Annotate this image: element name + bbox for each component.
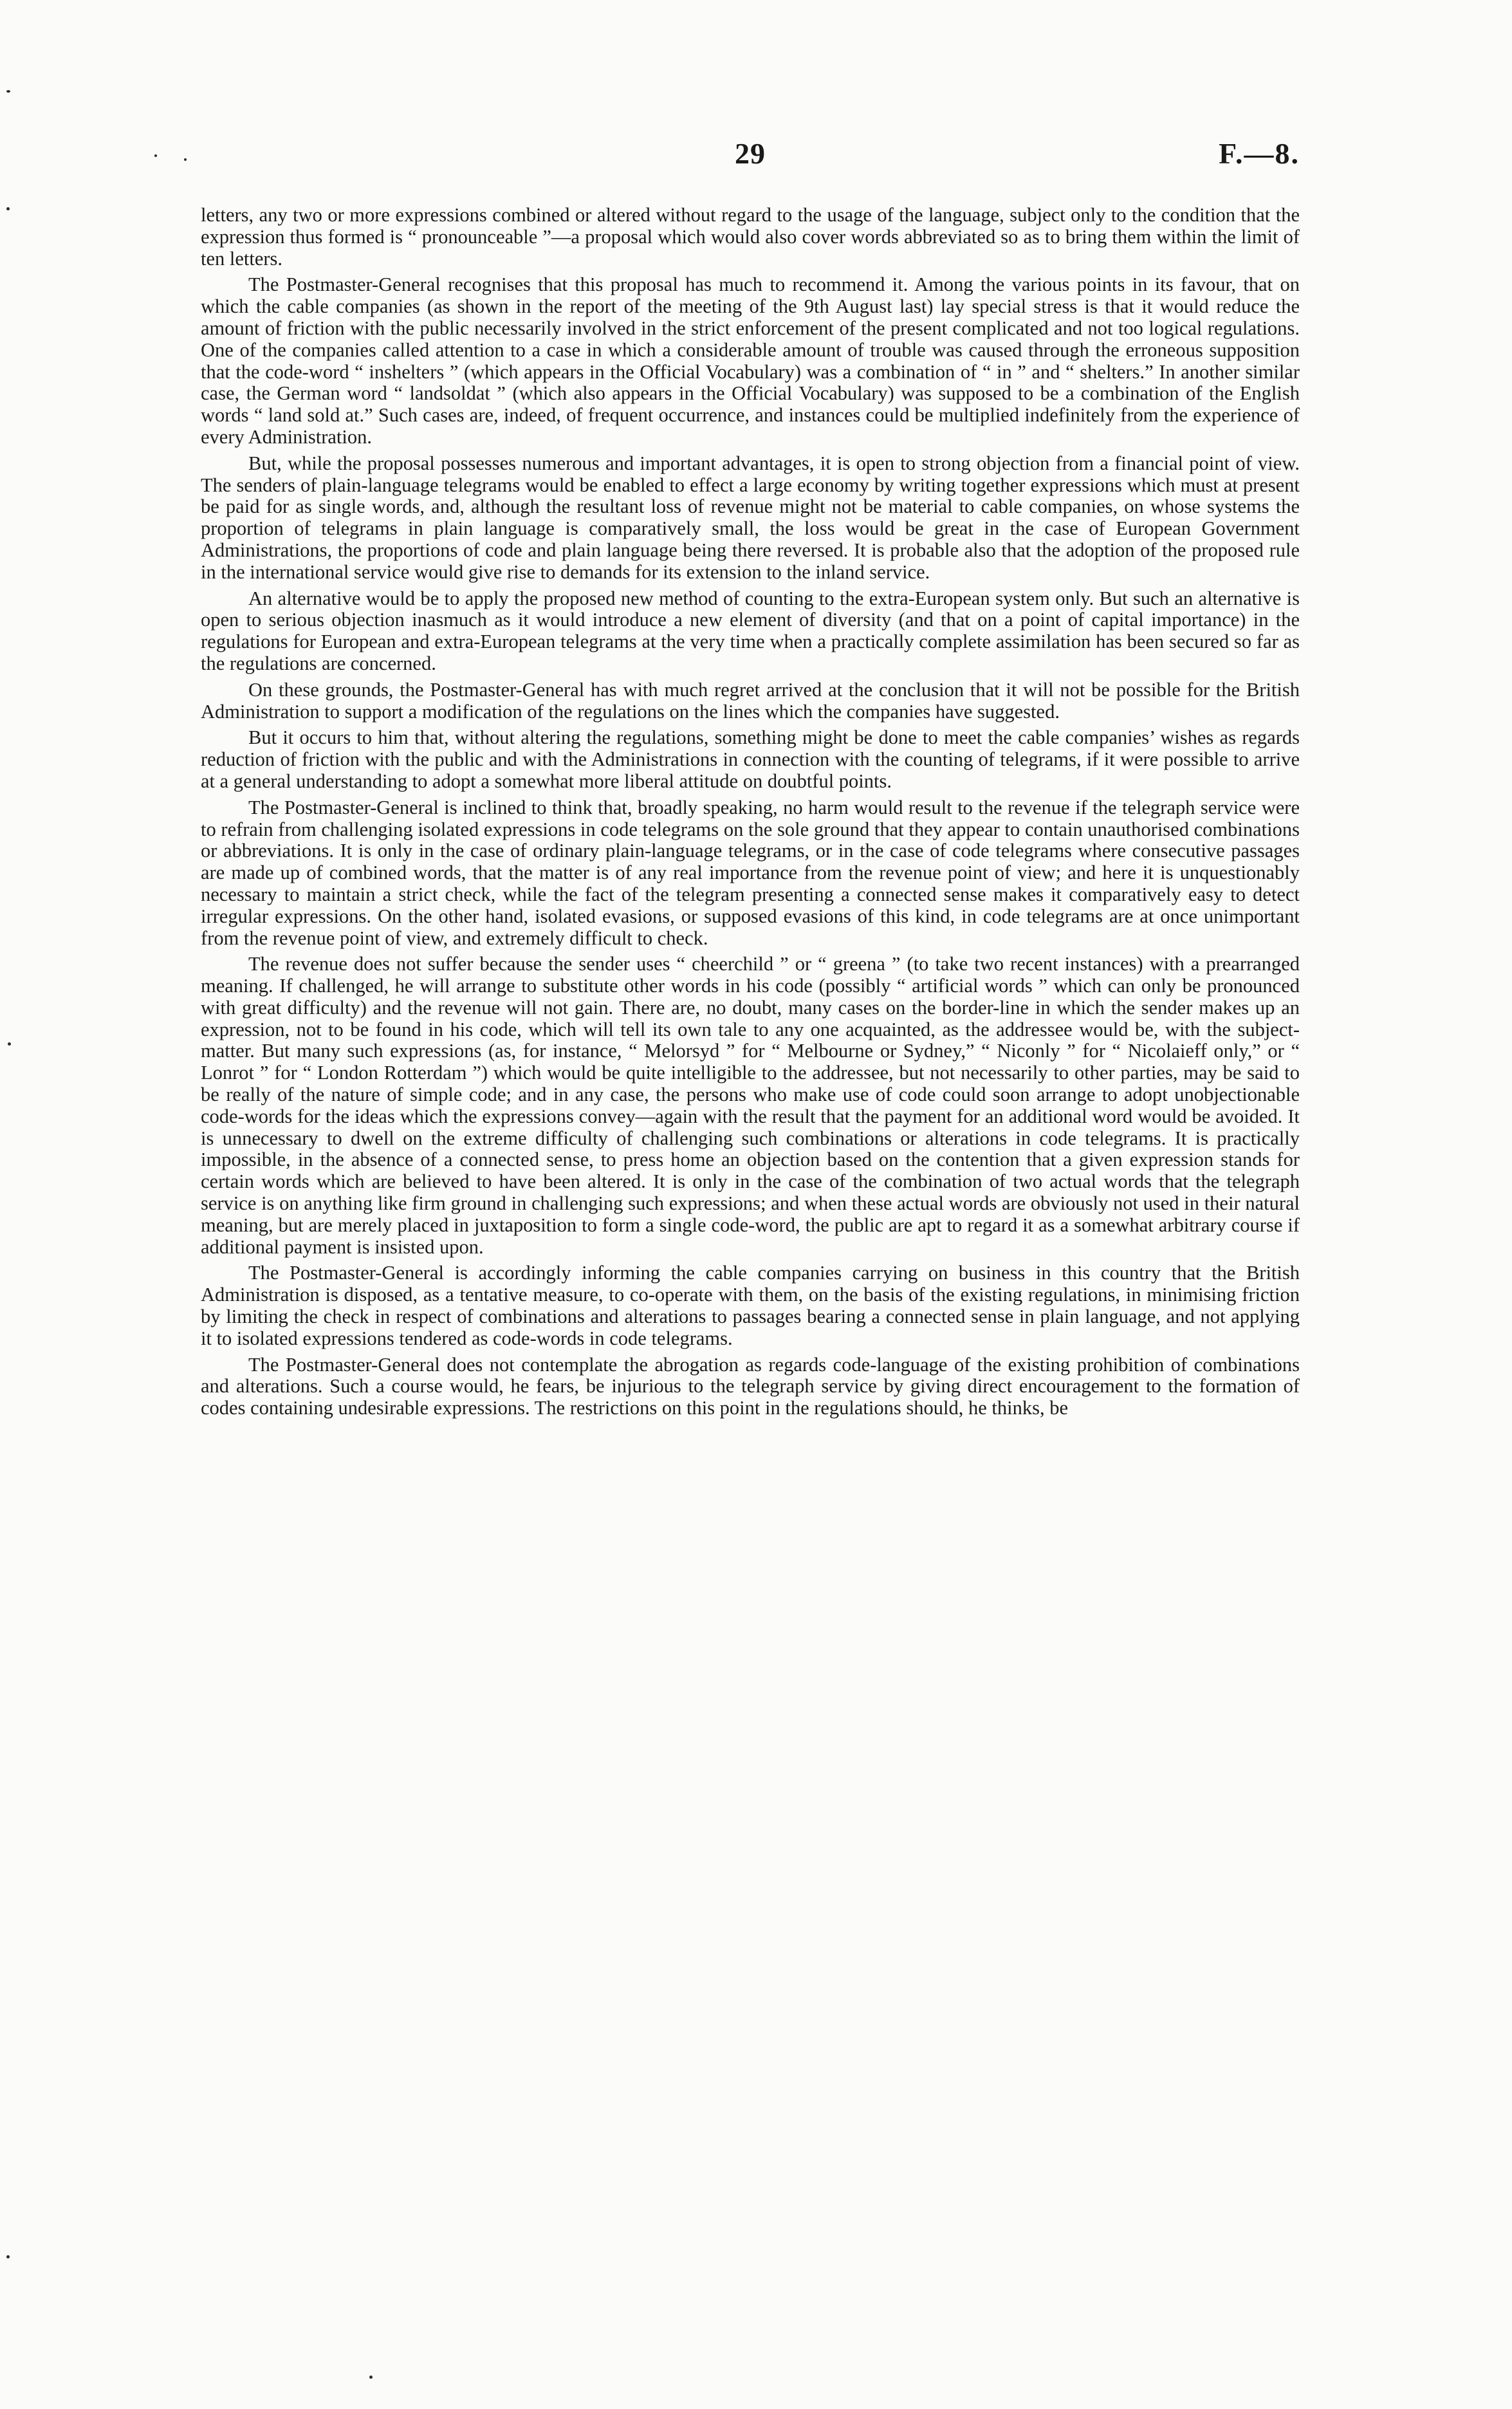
page-header (201, 136, 1300, 181)
paragraph-2: The Postmaster-General recognises that this proposal has much to recommend it. Among the various points in its favour, that on which the cable companies (as shown in the report of the meeting of the 9th August last) lay special stress is that it would reduce the amount of friction with the public necessarily involved in the strict enforcement of the present complicated and not too logical regulations. One of the companies called attention to a case in which a considerable amount of trouble was caused through the erroneous supposition that the code-word “ inshelters ” (which appears in the Official Vocabulary) was a combination of “ in ” and “ shelters.” In another similar case, the German word “ landsoldat ” (which also appears in the Official Vocabulary) was supposed to be a combination of the English words “ land sold at.” Such cases are, indeed, of frequent occurrence, and instances could be multiplied indefinitely from the experience of every Administration. (201, 273, 1300, 448)
paragraph-8: The revenue does not suffer because the sender uses “ cheerchild ” or “ greena ” (to take two recent instances) with a prearranged meaning. If challenged, he will arrange to substitute other words in his code (possibly “ artificial words ” which can only be pronounced with great difficulty) and the revenue will not gain. There are, no doubt, many cases on the border-line in which the sender makes up an expression, not to be found in his code, which will tell its own tale to any one acquainted, as the addressee would be, with the subject-matter. But many such expressions (as, for instance, “ Melorsyd ” for “ Melbourne or Sydney,” “ Niconly ” for “ Nicolaieff only,” or “ Lonrot ” for “ London Rotterdam ”) which would be quite intelligible to the addressee, but not necessarily to other parties, may be said to be really of the nature of simple code; and in any case, the persons who make use of code could soon arrange to adopt unobjectionable code-words for the ideas which the expressions convey—again with the result that the payment for an additional word would be avoided. It is unnecessary to dwell on the extreme difficulty of challenging such combinations or alterations in code telegrams. It is practically impossible, in the absence of a connected sense, to press home an objection based on the contention that a given expression stands for certain words which are believed to have been altered. It is only in the case of the combination of two actual words that the telegraph service is on anything like firm ground in challenging such expressions; and when these actual words are obviously not used in their natural meaning, but are merely placed in juxtaposition to form a single code-word, the public are apt to regard it as a somewhat arbitrary course if additional payment is insisted upon. (201, 953, 1300, 1258)
scan-speck (6, 2255, 10, 2258)
paragraph-1: letters, any two or more expressions combined or altered without regard to the usage of the language, subject only to the condition that the expression thus formed is “ pronounceable ”—a proposal which would also cover words abbreviated so as to bring them within the limit of ten letters. (201, 204, 1300, 270)
paragraph-3: But, while the proposal possesses numerous and important advantages, it is open to strong objection from a financial point of view. The senders of plain-language telegrams would be enabled to effect a large economy by writing together expressions which must at present be paid for as single words, and, although the resultant loss of revenue might not be material to cable companies, on whose systems the proportion of telegrams in plain language is comparatively small, the loss would be great in the case of European Government Administrations, the proportions of code and plain language being there reversed. It is probable also that the adoption of the proposed rule in the international service would give rise to demands for its extension to the inland service. (201, 452, 1300, 583)
scan-speck (154, 154, 157, 157)
document-reference: F.—8. (1219, 137, 1300, 170)
scan-speck (8, 1042, 11, 1046)
scan-speck (6, 90, 10, 93)
paragraph-7: The Postmaster-General is inclined to think that, broadly speaking, no harm would result to the revenue if the telegraph service were to refrain from challenging isolated expressions in code telegrams on the sole ground that they appear to contain unauthorised combinations or abbreviations. It is only in the case of ordinary plain-language telegrams, or in the case of code telegrams where consecutive passages are made up of combined words, that the matter is of any real importance from the revenue point of view; and here it is unquestionably necessary to maintain a strict check, while the fact of the telegram presenting a connected sense makes it comparatively easy to detect irregular expressions. On the other hand, isolated evasions, or supposed evasions of this kind, in code telegrams are at once unimportant from the revenue point of view, and extremely difficult to check. (201, 796, 1300, 949)
paragraph-6: But it occurs to him that, without altering the regulations, something might be done to meet the cable companies’ wishes as regards reduction of friction with the public and with the Administrations in connection with the counting of telegrams, if it were possible to arrive at a general understanding to adopt a somewhat more liberal attitude on doubtful points. (201, 726, 1300, 792)
scan-speck (6, 207, 10, 210)
scan-speck (369, 2376, 373, 2379)
body-text (201, 205, 1300, 2328)
paragraph-5: On these grounds, the Postmaster-General has with much regret arrived at the conclusion that it will not be possible for the British Administration to support a modification of the regulations on the lines which the companies have suggested. (201, 678, 1300, 723)
scan-speck (184, 158, 187, 161)
paragraph-9: The Postmaster-General is accordingly informing the cable companies carrying on business in this country that the British Administration is disposed, as a tentative measure, to co-operate with them, on the basis of the existing regulations, in minimising friction by limiting the check in respect of combinations and alterations to passages bearing a connected sense in plain language, and not applying it to isolated expressions tendered as code-words in code telegrams. (201, 1262, 1300, 1349)
paragraph-4: An alternative would be to apply the proposed new method of counting to the extra-European system only. But such an alternative is open to serious objection inasmuch as it would introduce a new element of diversity (and that on a point of capital importance) in the regulations for European and extra-European telegrams at the very time when a practically complete assimilation has been secured so far as the regulations are concerned. (201, 587, 1300, 674)
page-number: 29 (735, 137, 766, 170)
paragraph-10: The Postmaster-General does not contemplate the abrogation as regards code-language of the existing prohibition of combinations and alterations. Such a course would, he fears, be injurious to the telegraph service by giving direct encouragement to the formation of codes containing undesirable expressions. The restrictions on this point in the regulations should, he thinks, be (201, 1353, 1300, 1419)
